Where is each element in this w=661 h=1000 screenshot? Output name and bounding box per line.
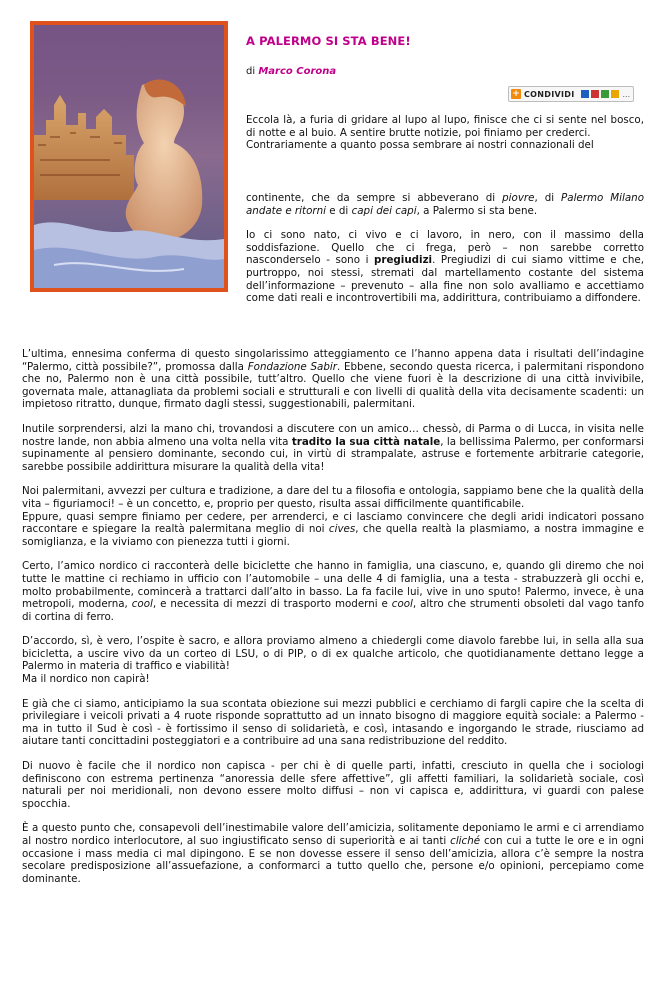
intro-paragraph-1: Eccola là, a furia di gridare al lupo al lupo, finisce che ci si sente nel bosco, di notte e al buio. A sentire brutte notizie, poi finiamo per crederci. bbox=[246, 114, 644, 139]
digg-icon bbox=[591, 90, 599, 98]
article-painting bbox=[30, 21, 228, 292]
body-paragraph-5: Certo, l’amico nordico ci racconterà delle biciclette che hanno in famiglia, una ciascuno, e, quando gli diremo che noi tutte le mattine ci rechiamo in ufficio con l’automobile – una delle 4 di famiglia, una a testa - strabuzzerà gli occhi e, molto probabilmente, comincerà a trattarci dall’alto in basso. La fa facile lui, vive in uno sputo! Palermo, invece, è una metropoli, moderna, cool, e necessita di mezzi di trasporto moderni e cool, altro che strumenti obsoleti dal vago tanfo di cortina di ferro. bbox=[22, 560, 645, 623]
intro-block-bottom bbox=[246, 192, 644, 305]
body-paragraph-4: Eppure, quasi sempre finiamo per cedere, per arrenderci, e ci lasciamo convincere che degli aridi indicatori possano raccontare e spiegare la realtà palermitana meglio di noi cives, che quella realtà la plasmiamo, a nostra immagine e somiglianza, e la viviamo con pienezza tutti i giorni. bbox=[22, 510, 644, 548]
intro-paragraph-4: Io ci sono nato, ci vivo e ci lavoro, in nero, con il massimo della soddisfazione. Quello che ci frega, però – non sarebbe corretto nasconderselo - sono i pregiudizi. Pregiudizi di cui siamo vittime e che, purtroppo, noi stessi, stremati dal martellamento costante del sistema dell’informazione – prevenuto – alla fine non solo avalliamo e accettiamo come dati reali e incontrovertibili ma, addirittura, contribuiamo a diffondere. bbox=[246, 229, 644, 305]
byline-prefix: di bbox=[246, 66, 256, 77]
plus-icon: + bbox=[512, 89, 520, 99]
share-button[interactable] bbox=[508, 86, 634, 102]
article-title: A PALERMO SI STA BENE! bbox=[246, 34, 411, 48]
body-paragraph-6b: Ma il nordico non capirà! bbox=[22, 673, 150, 686]
delicious-icon bbox=[581, 90, 589, 98]
stumble-icon bbox=[601, 90, 609, 98]
body-paragraph-7: E già che ci siamo, anticipiamo la sua scontata obiezione sui mezzi pubblici e cerchiamo di fargli capire che la scelta di privilegiare i veicoli privati a 4 ruote risponde soprattutto ad un innato bisogno di maggiore equità sociale: a Palermo - ma in tutto il Sud è così - è fortissimo il senso di solidarietà, e così, intasando e ingorgando le strade, riusciamo ad aiutare tanti concittadini posteggiatori e a contribuire ad una sana redistribuzione del reddito. bbox=[22, 697, 644, 748]
body-paragraph-1: L’ultima, ennesima conferma di questo singolarissimo atteggiamento ce l’hanno appena data i risultati dell’indagine “Palermo, città possibile?”, promossa dalla Fondazione Sabir. Ebbene, secondo questa ricerca, i palermitani rispondono che no, Palermo non è una città possibile, tutt’altro. Quello che viene fuori è la descrizione di una città invivibile, governata male, attanagliata da problemi sociali e strutturali e con livelli di qualità della vita decisamente scadenti: un impietoso ritratto, dunque, firmato dagli stessi, suggestionabili, palermitani. bbox=[22, 348, 644, 411]
share-more: ... bbox=[622, 89, 631, 99]
intro-paragraph-2: Contrariamente a quanto possa sembrare ai nostri connazionali del bbox=[246, 139, 594, 152]
body-paragraph-6: D’accordo, sì, è vero, l’ospite è sacro, e allora proviamo almeno a chiedergli come diavolo farebbe lui, in sella alla sua bicicletta, a uscire vivo da un corteo di LSU, o di PIP, o di ex qualche articolo, che quotidianamente dettano legge a Palermo in materia di traffico e viabilità! bbox=[22, 635, 644, 673]
painting-image bbox=[34, 25, 224, 288]
body-paragraph-8: Di nuovo è facile che il nordico non capisca - per chi è di quelle parti, infatti, cresciuto in quella che i sociologi definiscono con estrema pertinenza “anoressia delle sfere affettive”, gli affetti familiari, la solidarietà sociale, così naturali per noi meridionali, non devono essere molto diffusi – non vi capisca e, addirittura, vi guardi con palese spocchia. bbox=[22, 760, 644, 810]
body-paragraph-2: Inutile sorprendersi, alzi la mano chi, trovandosi a discutere con un amico… chessò, di Parma o di Lucca, in visita nelle nostre lande, non abbia almeno una volta nella vita tradito la sua città natale, la bellissima Palermo, per conformarsi supinamente al pensiero dominante, secondo cui, in virtù di strampalate, astruse e fortemente arbitrarie categorie, sarebbe possibile addirittura misurare la qualità della vita! bbox=[22, 422, 644, 473]
intro-paragraph-3: continente, che da sempre si abbeverano di piovre, di Palermo Milano andate e ritorni e di capi dei capi, a Palermo si sta bene. bbox=[246, 192, 645, 217]
author-name[interactable]: Marco Corona bbox=[258, 66, 337, 77]
byline bbox=[246, 66, 336, 77]
share-label: CONDIVIDI bbox=[524, 89, 575, 99]
article-body bbox=[22, 348, 644, 885]
body-paragraph-9: È a questo punto che, consapevoli dell’inestimabile valore dell’amicizia, solitamente deponiamo le armi e ci arrendiamo al nostro nordico interlocutore, al suo ingiustificato senso di superiorità e ai tanti cliché con cui a tutte le ore e in ogni occasione i mass media ci mal dipingono. E se non dovesse essere il senso dell’amicizia, allora c’è sempre la nostra secolare predisposizione all’assuefazione, a conformarci a tutto quello che, persone e/o opinioni, percepiamo come dominante. bbox=[22, 822, 644, 885]
body-paragraph-3: Noi palermitani, avvezzi per cultura e tradizione, a dare del tu a filosofia e ontologia, sappiamo bene che la qualità della vita – figuriamoci! – è un concetto, e, proprio per questo, risulta assai difficilmente quantificabile. bbox=[22, 485, 644, 510]
favorite-icon bbox=[611, 90, 619, 98]
intro-block-top bbox=[246, 114, 644, 152]
